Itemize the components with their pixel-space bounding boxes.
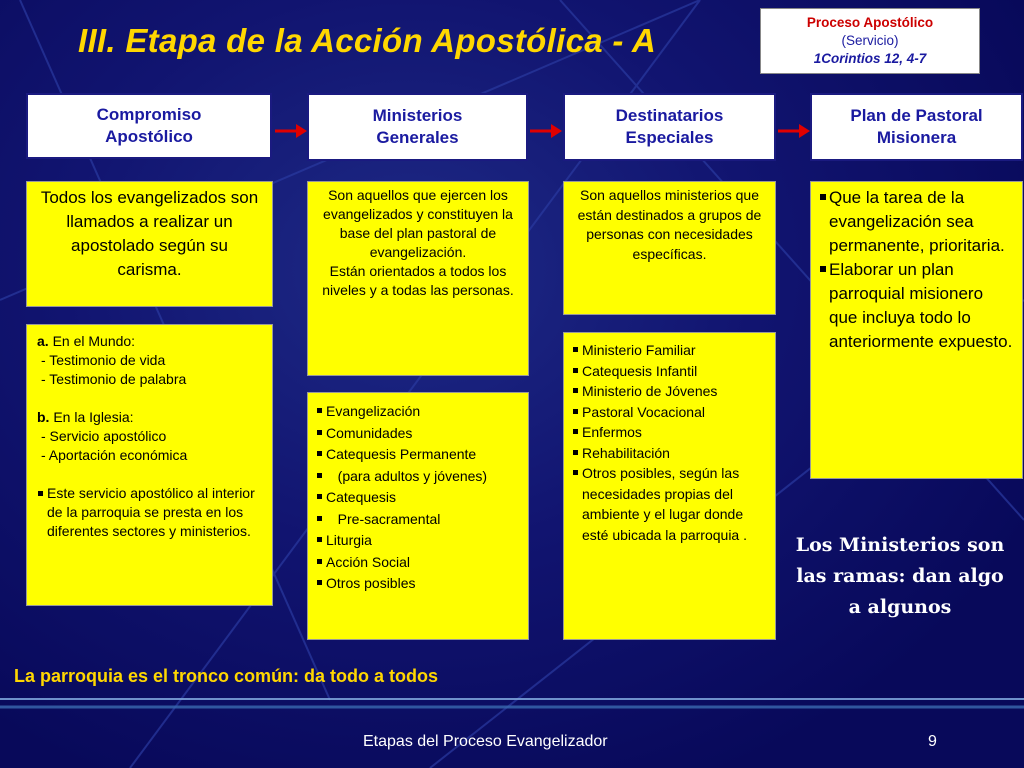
list-item: Catequesis Infantil xyxy=(572,361,767,382)
section-b-text: En la Iglesia: xyxy=(53,409,134,425)
footer-text: Etapas del Proceso Evangelizador xyxy=(363,733,608,750)
list-item: Pre-sacramental xyxy=(316,509,520,531)
list-item: Pastoral Vocacional xyxy=(572,402,767,423)
compromiso-description xyxy=(26,181,273,307)
header-compromiso xyxy=(26,93,272,159)
compromiso-description-text: Todos los evangelizados son llamados a realizar un apostolado según su carisma. xyxy=(40,188,259,279)
reference-line-1: Proceso Apostólico xyxy=(806,15,934,30)
plan-pastoral-box xyxy=(810,181,1023,479)
header-line-2: Misionera xyxy=(876,128,957,147)
ministerios-description xyxy=(307,181,529,376)
reference-line-2: (Servicio) xyxy=(841,33,899,48)
destinatarios-description xyxy=(563,181,776,315)
header-line-1: Plan de Pastoral xyxy=(850,106,983,125)
ministerios-list xyxy=(316,401,520,595)
compromiso-details xyxy=(26,324,273,606)
header-destinatarios xyxy=(563,93,776,161)
ministerios-list-box xyxy=(307,392,529,640)
section-a-text: En el Mundo: xyxy=(52,333,136,349)
list-item: (para adultos y jóvenes) xyxy=(316,466,520,488)
bottom-caption: La parroquia es el tronco común: da todo a todos xyxy=(14,666,439,686)
header-line-1: Destinatarios xyxy=(615,106,724,125)
destinatarios-list-box xyxy=(563,332,776,640)
list-item: Que la tarea de la evangelización sea permanente, prioritaria. xyxy=(819,186,1014,258)
section-b xyxy=(37,408,262,427)
list-item: Ministerio de Jóvenes xyxy=(572,381,767,402)
list-item: Otros posibles xyxy=(316,573,520,595)
list-item: Evangelización xyxy=(316,401,520,423)
destinatarios-description-text: Son aquellos ministerios que están destinados a grupos de personas con necesidades específicas. xyxy=(577,187,762,262)
ministerios-description-text: Son aquellos que ejercen los evangelizados y constituyen la base del plan pastoral de evangelización. xyxy=(323,187,513,260)
header-line-1: Ministerios xyxy=(372,106,463,125)
section-a-item: - Testimonio de palabra xyxy=(41,371,187,387)
header-plan-pastoral xyxy=(810,93,1023,161)
header-line-2: Apostólico xyxy=(105,127,193,146)
list-item: Catequesis xyxy=(316,487,520,509)
list-item: Este servicio apostólico al interior de la parroquia se presta en los diferentes sectores y ministerios. xyxy=(37,484,262,541)
arrow-icon xyxy=(274,120,308,142)
slide-title: III. Etapa de la Acción Apostólica - A xyxy=(78,22,657,59)
list-item: Elaborar un plan parroquial misionero que incluya todo lo anteriormente expuesto. xyxy=(819,258,1014,354)
reference-line-3: 1Corintios 12, 4-7 xyxy=(813,51,927,66)
page-number: 9 xyxy=(928,733,937,750)
ministerios-description-text-2: Están orientados a todos los niveles y a todas las personas. xyxy=(322,263,514,298)
list-item: Catequesis Permanente xyxy=(316,444,520,466)
ministerios-note: Los Ministerios son las ramas: dan algo a algunos xyxy=(795,534,1005,618)
destinatarios-list xyxy=(572,340,767,545)
section-b-label: b. xyxy=(37,409,50,425)
list-item: Comunidades xyxy=(316,423,520,445)
plan-pastoral-list xyxy=(819,186,1014,354)
header-line-2: Generales xyxy=(376,128,459,147)
list-item: Acción Social xyxy=(316,552,520,574)
list-item: Enfermos xyxy=(572,422,767,443)
section-a-item: - Testimonio de vida xyxy=(41,352,166,368)
list-item: Rehabilitación xyxy=(572,443,767,464)
header-ministerios xyxy=(307,93,528,161)
compromiso-bullet-list xyxy=(37,484,262,541)
arrow-icon xyxy=(529,120,563,142)
list-item: Liturgia xyxy=(316,530,520,552)
list-item: Otros posibles, según las necesidades propias del ambiente y el lugar donde esté ubicada la parroquia . xyxy=(572,463,767,545)
reference-box xyxy=(760,8,980,74)
section-b-item: - Servicio apostólico xyxy=(41,428,167,444)
section-b-item: - Aportación económica xyxy=(41,447,188,463)
header-line-2: Especiales xyxy=(625,128,714,147)
section-a xyxy=(37,332,262,351)
list-item: Ministerio Familiar xyxy=(572,340,767,361)
header-line-1: Compromiso xyxy=(96,105,202,124)
section-a-label: a. xyxy=(37,333,49,349)
arrow-icon xyxy=(777,120,811,142)
